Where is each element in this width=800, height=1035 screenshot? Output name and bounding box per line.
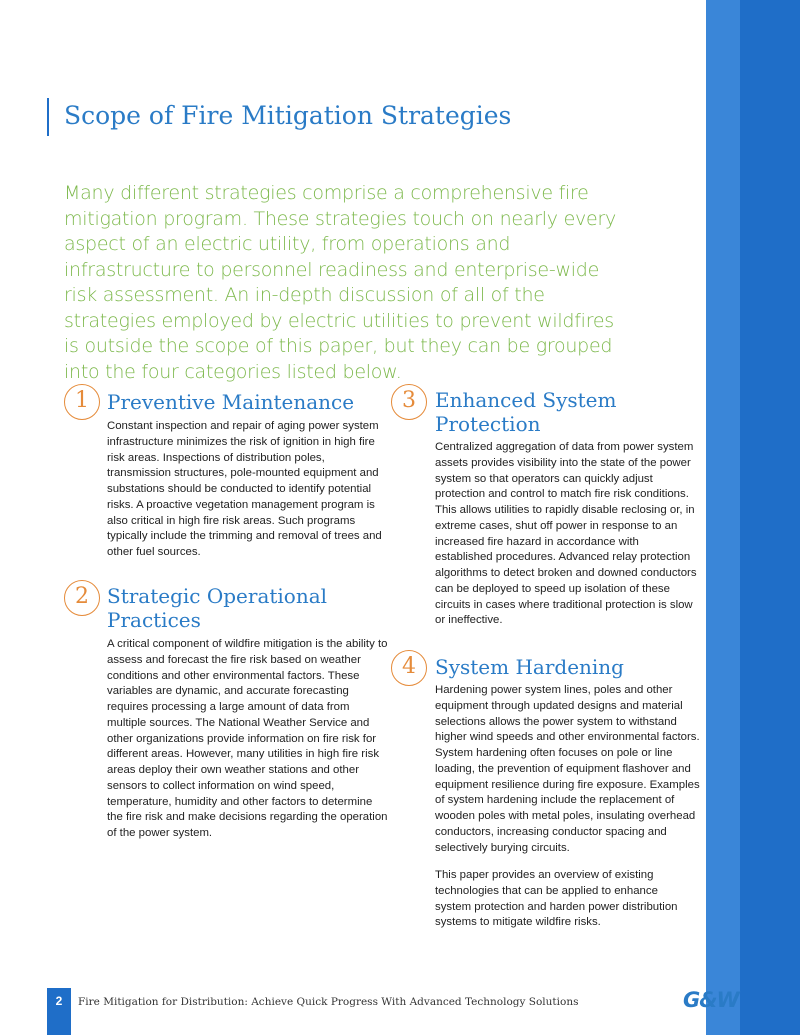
section-body-system-hardening: Hardening power system lines, poles and other equipment through updated designs and material selections allows the power system to withstand higher wind speeds and other environmental factors. System hardening often focuses on pole or line loading, the prevention of equipment flashover and equipment resilience during fire exposure. Examples of system hardening include the replacement of wooden poles with metal poles, insulating overhead conductors, increasing conductor spacing and selectively burying circuits. — [435, 684, 700, 854]
section-number-1: 1 — [64, 384, 100, 420]
section-body-preventive-maintenance: Constant inspection and repair of aging power system infrastructure minimizes the risk of ignition in high fire risk areas. Inspections of distribution poles, transmission structures, pole-mounted equipment and substations should be conducted to identify potential risks. A proactive vegetation management program is also critical in high fire risk areas. Such programs typically include the trimming and removal of trees and other fuel sources. — [107, 420, 382, 558]
section-number-4: 4 — [391, 650, 427, 686]
company-logo: G&W — [683, 988, 739, 1012]
section-number-3: 3 — [391, 384, 427, 420]
page-title: Scope of Fire Mitigation Strategies — [64, 101, 512, 130]
side-color-band — [706, 0, 800, 1035]
intro-paragraph: Many different strategies comprise a comprehensive fire mitigation program. These strategies touch on nearly every aspect of an electric utility, from operations and infrastructure to personnel readiness and enterprise-wide risk assessment. An in-depth discussion of all of the strategies employed by electric utilities to prevent wildfires is outside the scope of this paper, but they can be grouped into the four categories listed below. — [64, 182, 617, 383]
section-title-preventive-maintenance: Preventive Maintenance — [107, 390, 355, 414]
footer-page-number: 2 — [47, 988, 71, 1035]
closing-paragraph: This paper provides an overview of existing technologies that can be applied to enhance system protection and harden power distribution systems to mitigate wildfire risks. — [435, 869, 678, 929]
title-rule — [47, 98, 49, 136]
footer-title: Fire Mitigation for Distribution: Achieve Quick Progress With Advanced Technology Solutions — [78, 996, 579, 1008]
section-title-strategic-operational-practices: Strategic Operational Practices — [107, 584, 328, 632]
section-title-system-hardening: System Hardening — [435, 655, 624, 679]
section-body-strategic-operational-practices: A critical component of wildfire mitigation is the ability to assess and forecast the fire risk based on weather conditions and other environmental factors. These variables are dynamic, and accurate forecasting requires processing a large amount of data from multiple sources. The National Weather Service and other organizations provide information on fire risk for different areas. However, many utilities in high fire risk areas deploy their own weather stations and other sensors to collect information on wind speed, temperature, humidity and other factors to determine the fire risk and make decisions regarding the operation of the power system. — [107, 638, 388, 839]
section-body-enhanced-system-protection: Centralized aggregation of data from power system assets provides visibility into the state of the power system so that operators can quickly adjust protection and control to match fire risk conditions. This allows utilities to rapidly disable reclosing or, in extreme cases, shut off power in response to an increased fire hazard in accordance with established procedures. Advanced relay protection algorithms to detect broken and downed conductors can be deployed to speed up isolation of these circuits in cases where traditional protection is slow or ineffective. — [435, 441, 697, 627]
side-color-band-highlight — [706, 0, 740, 1035]
section-number-2: 2 — [64, 580, 100, 616]
section-title-enhanced-system-protection: Enhanced System Protection — [435, 388, 617, 436]
